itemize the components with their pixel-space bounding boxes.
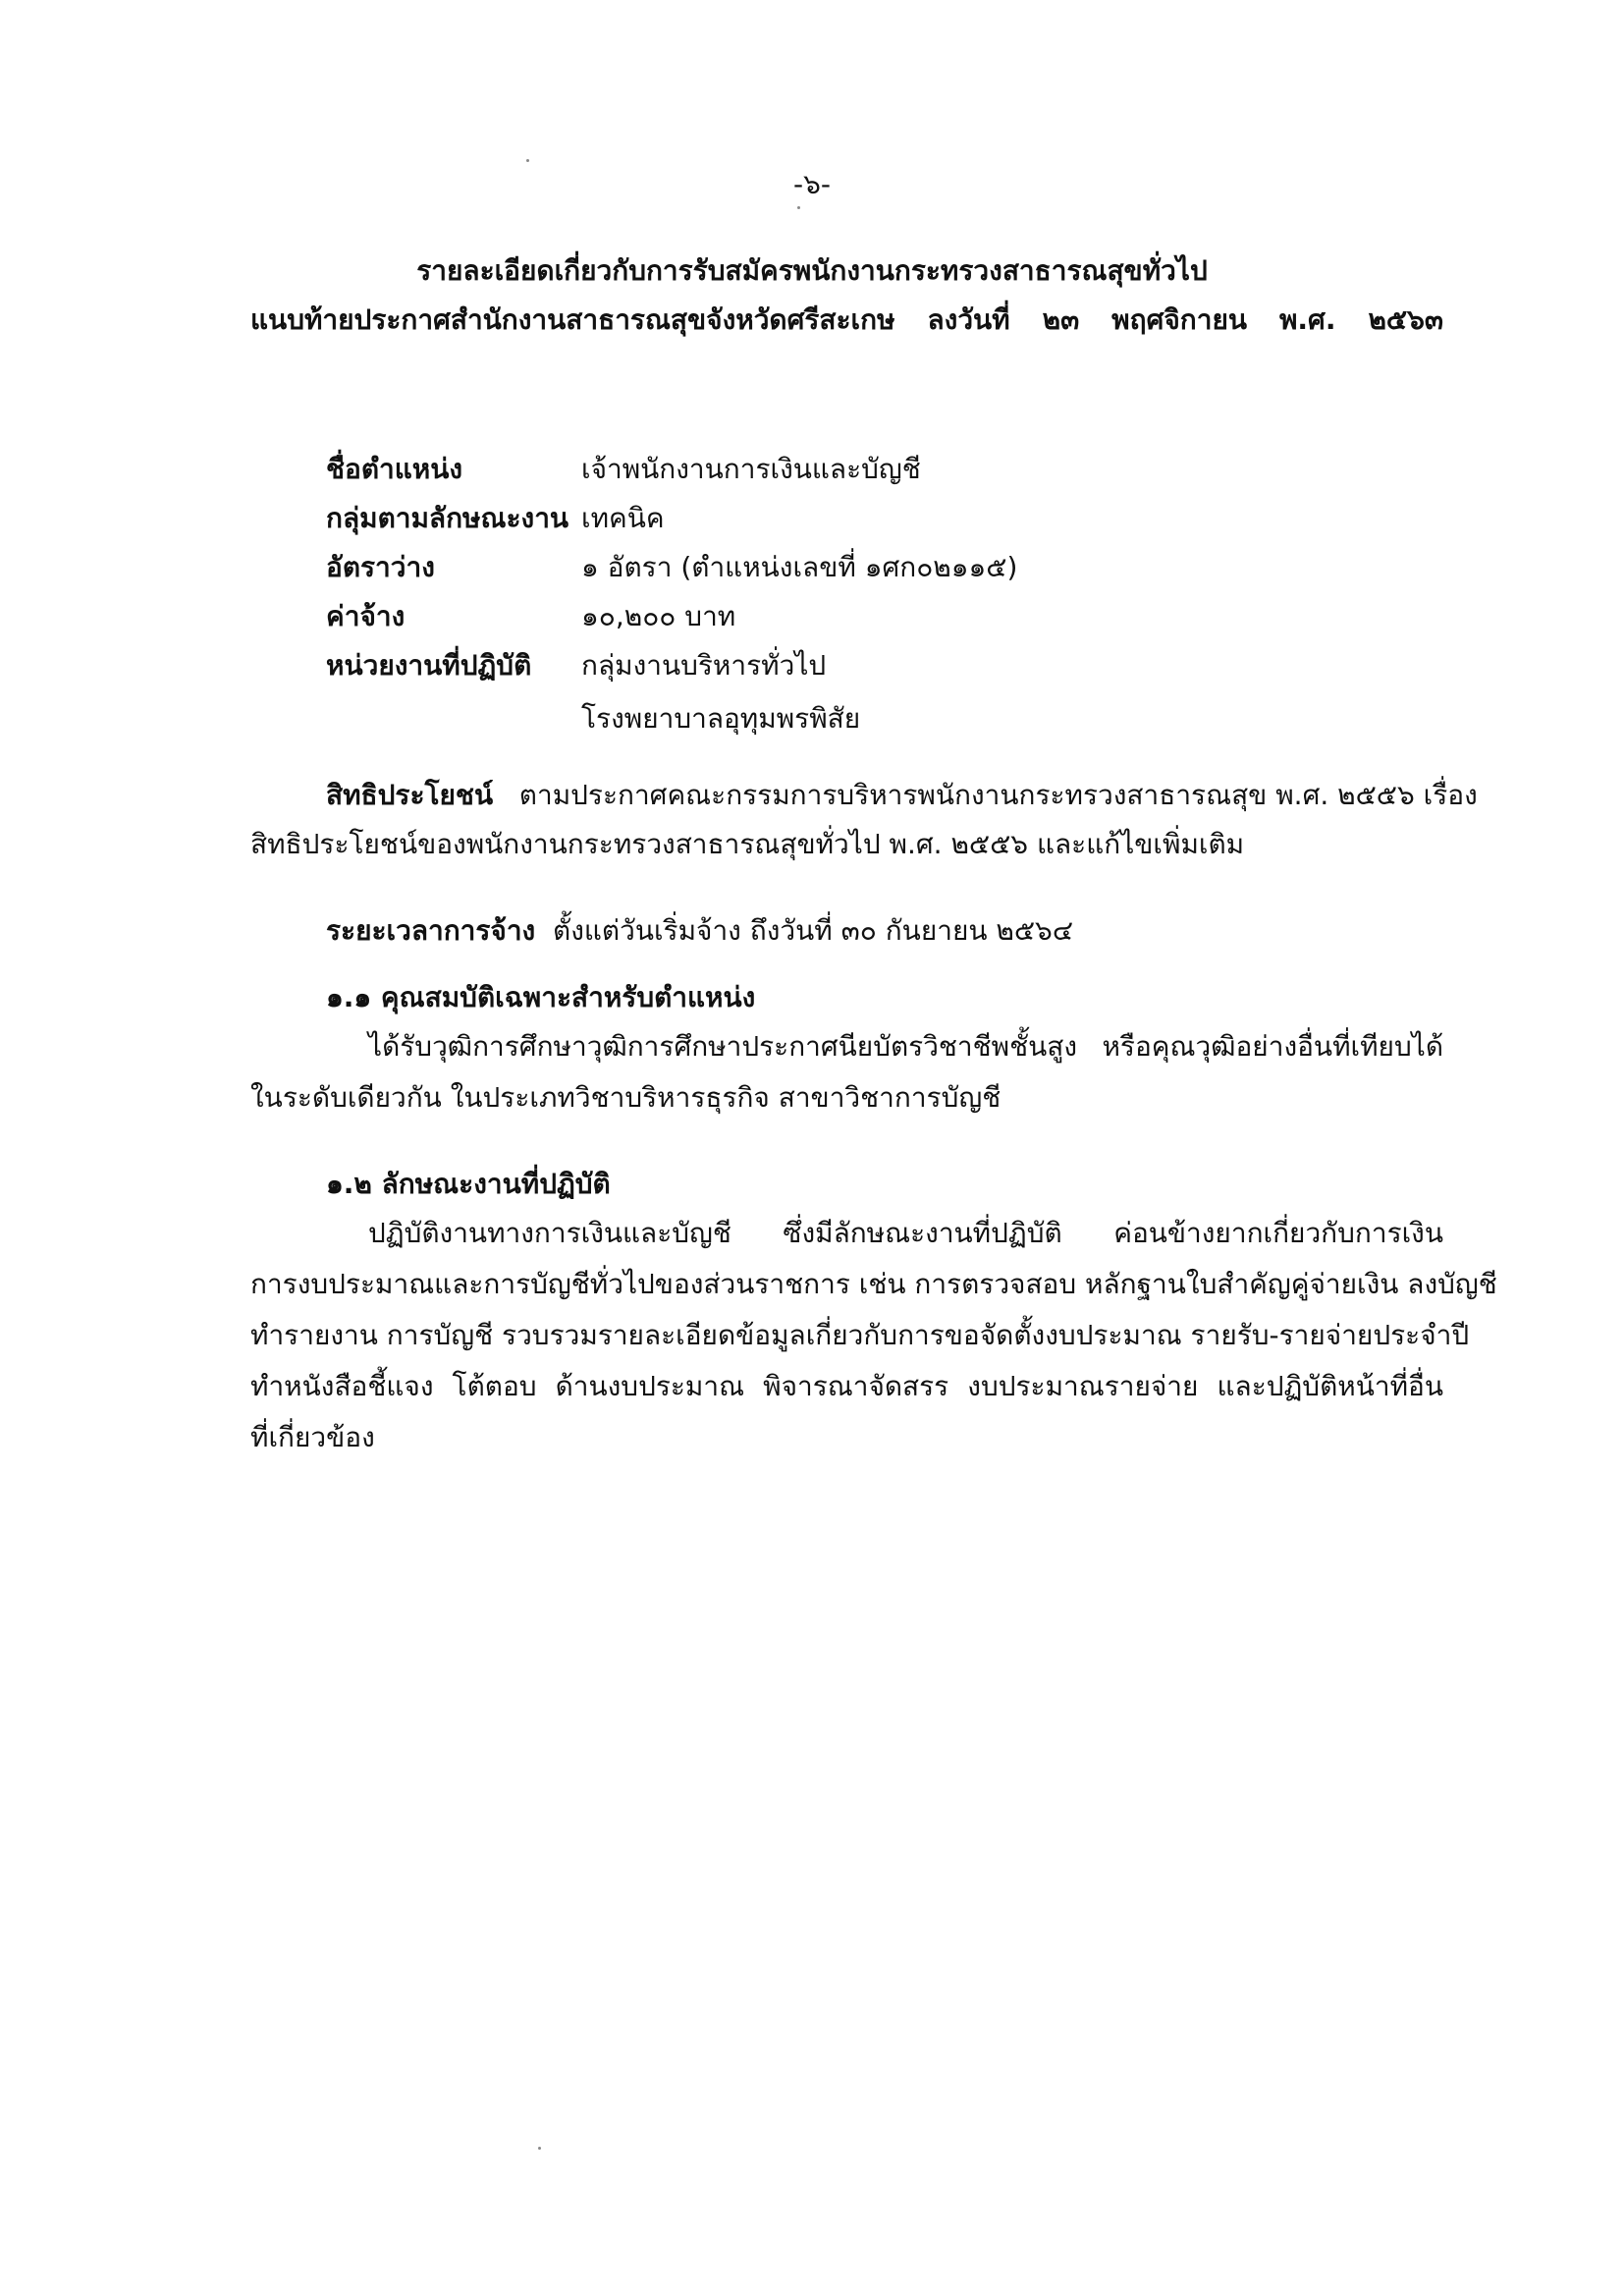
- field-value-position-name: เจ้าพนักงานการเงินและบัญชี: [581, 453, 921, 485]
- section-1-2-line-1: ปฏิบัติงานทางการเงินและบัญชี ซึ่งมีลักษณะงานที่ปฏิบัติ ค่อนข้างยากเกี่ยวกับการเงิน: [368, 1217, 1443, 1249]
- employment-period: [326, 911, 1073, 951]
- section-1-2-line-2: การงบประมาณและการบัญชีทั่วไปของส่วนราชการ เช่น การตรวจสอบ หลักฐานใบสำคัญคู่จ่ายเงิน ลงบัญชี: [250, 1268, 1497, 1300]
- field-label-position-name: ชื่อตำแหน่ง: [326, 453, 463, 485]
- benefits-line-2: สิทธิประโยชน์ของพนักงานกระทรวงสาธารณสุขทั่วไป พ.ศ. ๒๕๕๖ และแก้ไขเพิ่มเติม: [250, 828, 1245, 860]
- scan-speck: [538, 2147, 541, 2150]
- document-title: รายละเอียดเกี่ยวกับการรับสมัครพนักงานกระทรวงสาธารณสุขทั่วไป: [416, 254, 1208, 287]
- section-1-2-heading: ๑.๒ ลักษณะงานที่ปฏิบัติ: [326, 1168, 611, 1200]
- section-1-2-line-5: ที่เกี่ยวข้อง: [250, 1421, 375, 1453]
- scan-speck: [797, 206, 800, 209]
- employment-period-text: ตั้งแต่วันเริ่มจ้าง ถึงวันที่ ๓๐ กันยายน ๒๕๖๔: [553, 914, 1074, 947]
- field-value-job-group: เทคนิค: [581, 502, 665, 534]
- field-label-work-unit: หน่วยงานที่ปฏิบัติ: [326, 649, 532, 682]
- benefits-text: ตามประกาศคณะกรรมการบริหารพนักงานกระทรวงสาธารณสุข พ.ศ. ๒๕๕๖ เรื่อง: [518, 779, 1478, 811]
- field-value-vacancies: ๑ อัตรา (ตำแหน่งเลขที่ ๑ศก๐๒๑๑๕): [581, 551, 1018, 583]
- section-1-1-line-1: ได้รับวุฒิการศึกษาวุฒิการศึกษาประกาศนียบัตรวิชาชีพชั้นสูง หรือคุณวุฒิอย่างอื่นที่เทียบได้: [368, 1030, 1443, 1063]
- field-value-hospital: โรงพยาบาลอุทุมพรพิสัย: [581, 702, 861, 735]
- section-1-1-line-2: ในระดับเดียวกัน ในประเภทวิชาบริหารธุรกิจ สาขาวิชาการบัญชี: [250, 1081, 1001, 1114]
- benefits-line-1: [326, 776, 1478, 815]
- page-number: -๖-: [793, 168, 831, 200]
- section-1-1-heading: ๑.๑ คุณสมบัติเฉพาะสำหรับตำแหน่ง: [326, 981, 756, 1013]
- section-1-2-line-3: ทำรายงาน การบัญชี รวบรวมรายละเอียดข้อมูลเกี่ยวกับการขอจัดตั้งงบประมาณ รายรับ-รายจ่ายประจำปี: [250, 1319, 1470, 1351]
- scan-speck: [526, 159, 529, 162]
- field-value-work-unit: กลุ่มงานบริหารทั่วไป: [581, 649, 827, 682]
- field-value-wage: ๑๐,๒๐๐ บาท: [581, 600, 736, 632]
- employment-period-label: ระยะเวลาการจ้าง: [326, 914, 536, 947]
- field-label-wage: ค่าจ้าง: [326, 600, 406, 632]
- field-label-vacancies: อัตราว่าง: [326, 551, 435, 583]
- document-subtitle: แนบท้ายประกาศสำนักงานสาธารณสุขจังหวัดศรีสะเกษ ลงวันที่ ๒๓ พฤศจิกายน พ.ศ. ๒๕๖๓: [250, 303, 1443, 336]
- section-1-2-line-4: ทำหนังสือชี้แจง โต้ตอบ ด้านงบประมาณ พิจารณาจัดสรร งบประมาณรายจ่าย และปฏิบัติหน้าที่อื่น: [250, 1370, 1443, 1402]
- field-label-job-group: กลุ่มตามลักษณะงาน: [326, 502, 569, 534]
- benefits-label: สิทธิประโยชน์: [326, 779, 494, 811]
